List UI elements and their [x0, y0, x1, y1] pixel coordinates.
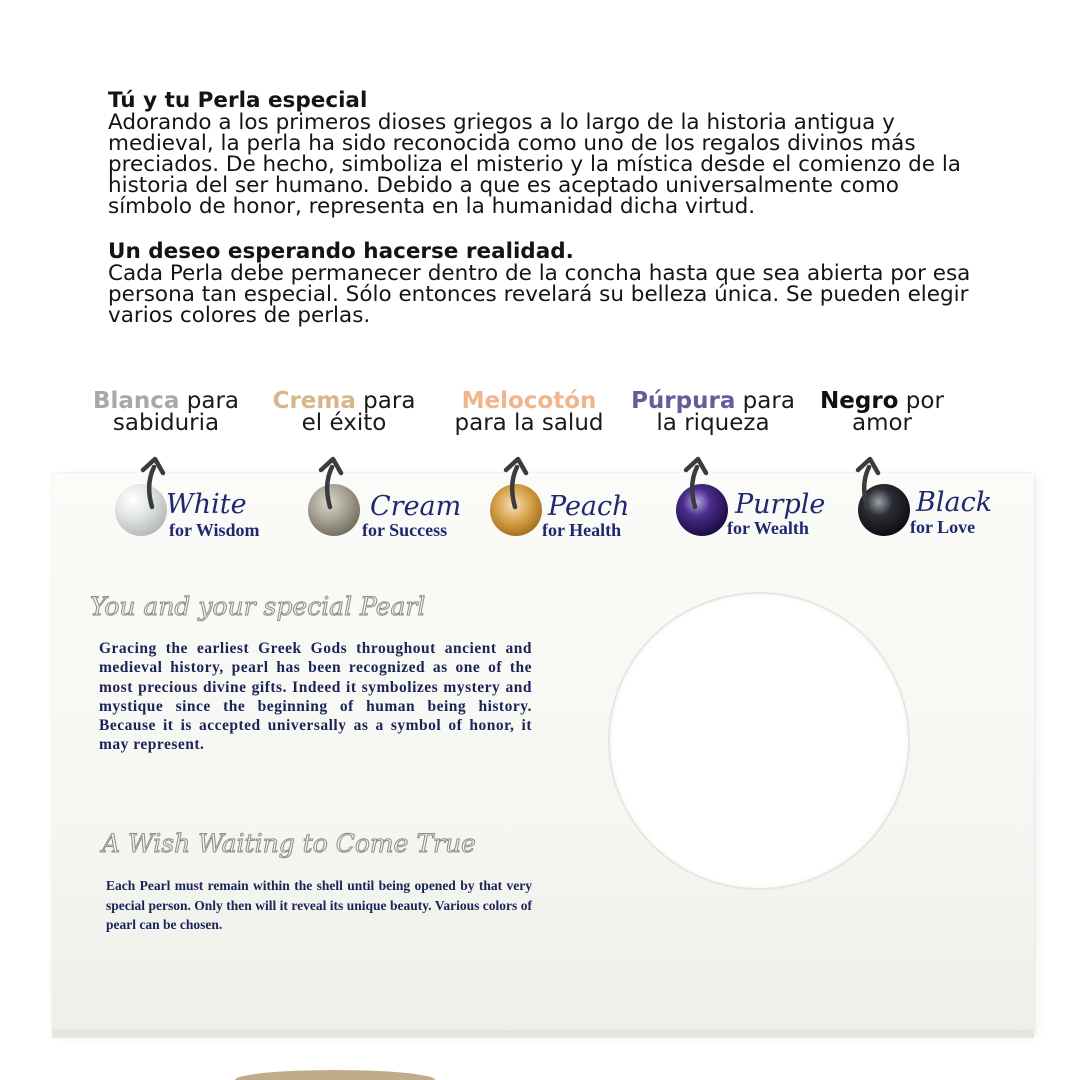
label-rest: para	[735, 388, 795, 414]
intro-section	[108, 90, 978, 326]
pearl-meaning-white: for Wisdom	[169, 520, 260, 540]
label-white	[71, 390, 261, 434]
label-line2: la riqueza	[656, 410, 770, 436]
pearl-name-black: Black	[916, 487, 993, 518]
label-peach	[434, 390, 624, 434]
label-line2: para la salud	[454, 410, 604, 436]
card-edge	[52, 1030, 1034, 1038]
arrow-up-icon	[683, 455, 713, 511]
label-rest: por	[898, 388, 944, 414]
label-rest: para	[355, 388, 416, 414]
pearl-name-white: White	[166, 489, 247, 520]
color-labels	[0, 390, 1080, 440]
arrow-up-icon	[503, 455, 533, 511]
pearl-meaning-purple: for Wealth	[727, 518, 809, 538]
pearl-window	[610, 594, 908, 888]
label-line2: amor	[851, 410, 913, 436]
intro-heading-2: Un deseo esperando hacerse realidad.	[108, 239, 574, 264]
intro-paragraph-2: Cada Perla debe permanecer dentro de la concha hasta que sea abierta por esa persona tan especial. Sólo entonces revelará su belleza única. Se pueden elegir varios colores de perlas.	[108, 261, 971, 328]
intro-paragraph-1: Adorando a los primeros dioses griegos a lo largo de la historia antigua y medieval, la perla ha sido reconocida como uno de los regalos divinos más preciados. De hecho, simboliza el misterio y la mística desde el comienzo de la historia del ser humano. Debido a que es aceptado universalmente como símbolo de honor, representa en la humanidad dicha virtud.	[108, 110, 961, 219]
pearl-meaning-cream: for Success	[362, 520, 448, 540]
arrow-up-icon	[318, 455, 348, 511]
label-rest: para	[179, 388, 240, 414]
label-color-word: Melocotón	[461, 388, 597, 414]
pearl-name-peach: Peach	[548, 491, 630, 522]
pearl-name-purple: Purple	[735, 489, 826, 520]
label-cream	[249, 390, 439, 434]
shell-hint	[235, 1070, 435, 1080]
label-line2: el éxito	[301, 410, 387, 436]
pearl-meaning-black: for Love	[910, 517, 976, 537]
card-title-1: You and your special Pearl	[90, 592, 426, 621]
label-color-word: Púrpura	[631, 388, 736, 414]
label-black	[787, 390, 977, 434]
label-color-word: Negro	[820, 388, 899, 414]
label-line2: sabiduria	[112, 410, 220, 436]
label-color-word: Blanca	[92, 388, 180, 414]
arrow-up-icon	[855, 455, 885, 511]
card-paragraph-1: Gracing the earliest Greek Gods throughout ancient and medieval history, pearl has been recognized as one of the most precious divine gifts. Indeed it symbolizes mystery and mystique since the beginning of human being history. Because it is accepted universally as a symbol of honor, it may represent.	[99, 640, 532, 754]
label-color-word: Crema	[272, 388, 356, 414]
card-title-2: A Wish Waiting to Come True	[102, 829, 476, 858]
intro-heading-1: Tú y tu Perla especial	[108, 88, 368, 113]
pearl-meaning-peach: for Health	[542, 520, 622, 540]
card-paragraph-2: Each Pearl must remain within the shell until being opened by that very special person. Only then will it reveal its unique beauty. Various colors of pearl can be chosen.	[106, 878, 532, 932]
label-purple	[618, 390, 808, 434]
pearl-name-cream: Cream	[370, 491, 462, 522]
